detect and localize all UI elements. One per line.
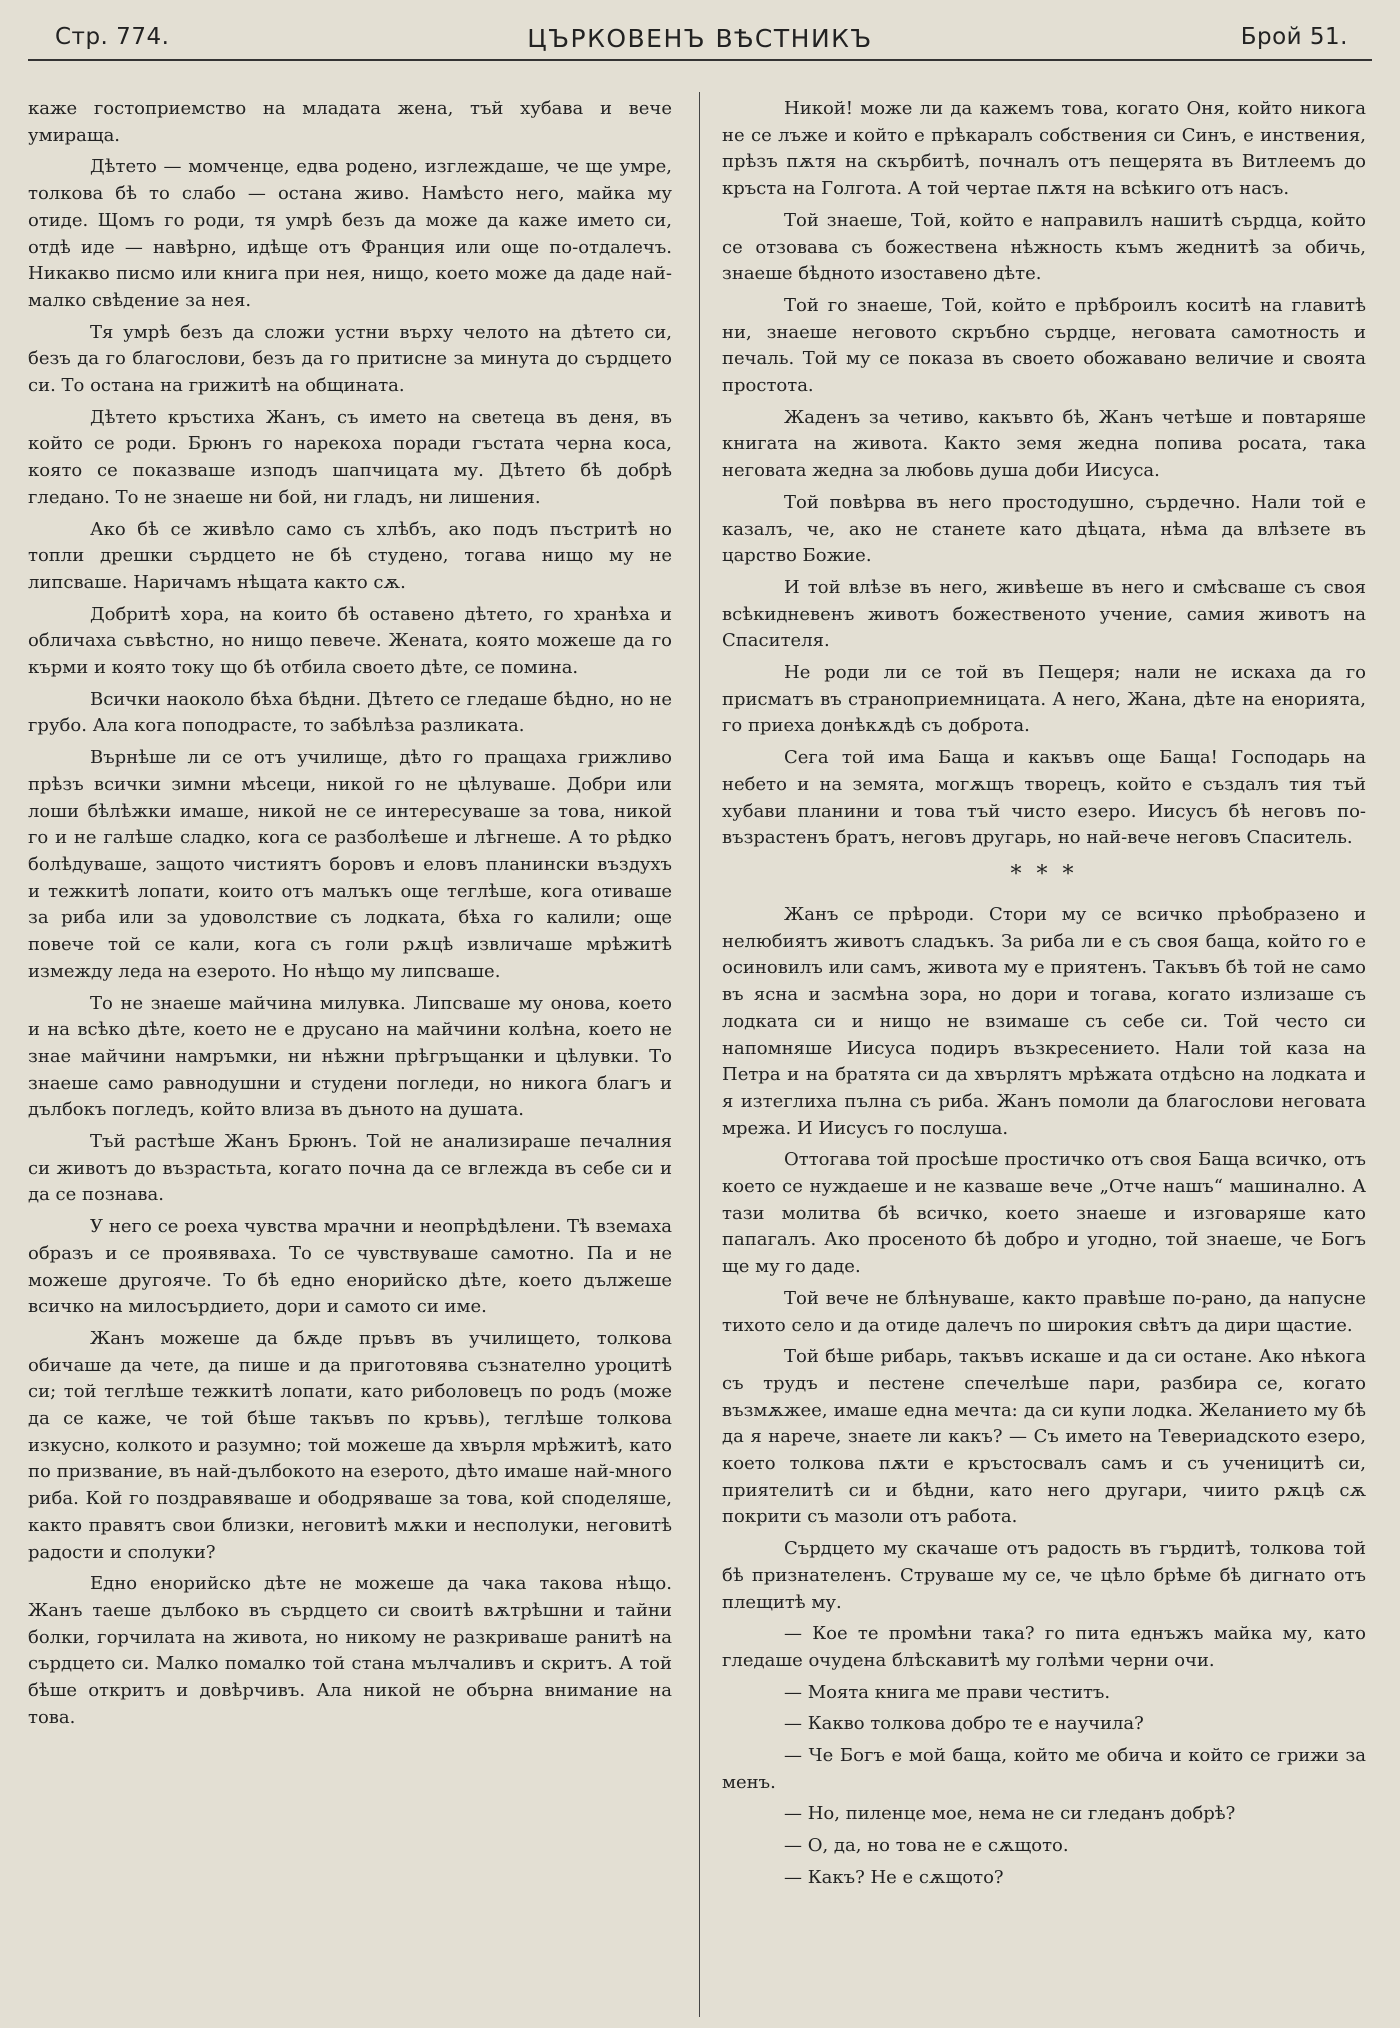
- paragraph: Тя умрѣ безъ да сложи устни върху челото на дѣтето си, безъ да го благослови, безъ да го притисне за минута до сърдцето си. То остана на грижитѣ на общината.: [28, 321, 672, 397]
- paragraph: Всички наоколо бѣха бѣдни. Дѣтето се гледаше бѣдно, но не грубо. Ала кога поподрасте, то забѣлѣза разликата.: [28, 688, 672, 737]
- header-rule: [28, 59, 1372, 61]
- page-header: [0, 0, 1400, 62]
- left-column: [28, 96, 672, 2016]
- paragraph: каже гостоприемство на младата жена, тъй хубава и вече умираща.: [28, 98, 672, 146]
- paragraph: Сега той има Баща и какъвъ още Баща! Господарь на небето и на земята, могѫщъ творецъ, който е създалъ тия тъй хубави планини и това тъй чисто езеро. Иисусъ бѣ неговъ по-възрастенъ братъ, неговъ другарь, но най-вече неговъ Спаситель.: [722, 747, 1366, 849]
- dialogue-line: — Но, пиленце мое, нема не си гледанъ добрѣ?: [784, 1803, 1236, 1825]
- paragraph: Добритѣ хора, на които бѣ оставено дѣтето, го хранѣха и обличаха съвѣстно, но нищо певече. Жената, която можеше да го кърми и която току що бѣ отбила своето дѣте, се помина.: [28, 603, 672, 679]
- paragraph: И той влѣзе въ него, живѣеше въ него и смѣсваше съ своя всѣкидневенъ животъ божественото учение, самия животъ на Спасителя.: [722, 576, 1366, 652]
- paragraph: Той вече не блѣнуваше, както правѣше по-рано, да напусне тихото село и да отиде далечъ по широкия свѣтъ да дири щастие.: [722, 1287, 1366, 1336]
- section-separator: * * *: [1010, 861, 1078, 887]
- dialogue-line: — Моята книга ме прави честитъ.: [784, 1681, 1111, 1703]
- issue-number: Брой 51.: [1240, 24, 1348, 50]
- paragraph: Сърдцето му скачаше отъ радость въ гърдитѣ, толкова той бѣ признателенъ. Струваше му се, че цѣло брѣме бѣ дигнато отъ плещитѣ му.: [722, 1538, 1366, 1613]
- paragraph: Дѣтето — момченце, едва родено, изглеждаше, че ще умре, толкова бѣ то слабо — остана живо. Намѣсто него, майка му отиде. Щомъ го роди, тя умрѣ безъ да може да каже името си, отдѣ иде — навѣрно, идѣще отъ Франция или още по-отдалечъ. Никакво писмо или книга при нея, нищо, което може да даде най-малко свѣдение за нея.: [28, 156, 672, 311]
- dialogue-line: — О, да, но това не е сѫщото.: [784, 1835, 1069, 1857]
- paragraph: Оттогава той просѣше простичко отъ своя Баща всичко, отъ което се нуждаеше и не казваше вече „Отче нашъ“ машинално. А тази молитва бѣ всичко, което знаеше и изговаряше като папагалъ. Ако просеното бѣ добро и угодно, той знаеше, че Богъ ще му го даде.: [722, 1149, 1366, 1278]
- paragraph: Той повѣрва въ него простодушно, сърдечно. Нали той е казалъ, че, ако не станете като дѣцата, нѣма да влѣзете въ царство Божие.: [722, 491, 1366, 567]
- dialogue-line: — Какъ? Не е сѫщото?: [784, 1866, 1004, 1888]
- paragraph: У него се роеха чувства мрачни и неопрѣдѣлени. Тѣ вземаха образъ и се проявяваха. То се чувствуваше самотно. Па и не можеше другояче. То бѣ едно енорийско дѣте, което дължеше всичко на милосърдието, дори и самото си име.: [28, 1216, 672, 1318]
- dialogue-line: — Кое те промѣни така? го пита еднъжъ майка му, като гледаше очудена блѣскавитѣ му голѣми черни очи.: [722, 1623, 1366, 1671]
- paragraph: Никой! може ли да кажемъ това, когато Оня, който никога не се лъже и който е прѣкаралъ собствения си Синъ, е инствения, прѣзъ пѫтя на скърбитѣ, почналъ отъ пещерята въ Витлеемъ до кръста на Голгота. А той чертае пѫтя на всѣкиго отъ насъ.: [722, 98, 1366, 200]
- newspaper-title: ЦЪРКОВЕНЪ ВѢСТНИКЪ: [527, 24, 873, 53]
- paragraph: Тъй растѣше Жанъ Брюнъ. Той не анализираше печалния си животъ до възрастьта, когато почна да се вглежда въ себе си и да се познава.: [28, 1131, 672, 1206]
- paragraph: Дѣтето кръстиха Жанъ, съ името на светеца въ деня, въ който се роди. Брюнъ го нарекоха поради гъстата черна коса, която се показваше изподъ шапчицата му. Дѣтето бѣ добрѣ гледано. То не знаеше ни бой, ни гладъ, ни лишения.: [28, 406, 672, 508]
- paragraph: То не знаеше майчина милувка. Липсваше му онова, което и на всѣко дѣте, което не е друсано на майчини колѣна, което не знае майчини намръмки, ни нѣжни прѣгръщанки и цѣлувки. То знаеше само равнодушни и студени погледи, но никога благъ и дълбокъ погледъ, който влиза въ дъното на душата.: [28, 992, 672, 1121]
- column-divider: [699, 92, 700, 2017]
- paragraph: Ако бѣ се живѣло само съ хлѣбъ, ако подъ пъстритѣ но топли дрешки сърдцето не бѣ студено, тогава нищо му не липсваше. Наричамъ нѣщата както сѫ.: [28, 518, 672, 593]
- paragraph: Жаденъ за четиво, какъвто бѣ, Жанъ четѣше и повтаряше книгата на живота. Както земя жедна попива росата, така неговата жедна за любовь душа доби Иисуса.: [722, 406, 1366, 482]
- right-column: [722, 96, 1366, 2016]
- paragraph: Жанъ можеше да бѫде пръвъ въ училището, толкова обичаше да чете, да пише и да приготовява съзнателно уроцитѣ си; той теглѣше тежкитѣ лопати, като риболовецъ по родъ (може да се каже, че той бѣше такъвъ по кръвь), теглѣше толкова изкусно, колкото и разумно; той можеше да хвърля мрѣжитѣ, като по призвание, въ най-дълбокото на езерото, дѣто имаше най-много риба. Кой го поздравяваше и ободряваше за това, кой споделяше, както правятъ свои близки, неговитѣ мѫки и несполуки, неговитѣ радости и сполуки?: [28, 1327, 672, 1563]
- paragraph: Върнѣше ли се отъ училище, дѣто го пращаха грижливо прѣзъ всички зимни мѣсеци, никой го не цѣлуваше. Добри или лоши бѣлѣжки имаше, никой не се интересуваше за това, никой го и не галѣше сладко, кога се разболѣеше и лѣгнеше. А то рѣдко болѣдуваше, защото чистиятъ боровъ и еловъ планински въздухъ и тежкитѣ лопати, които отъ малъкъ още теглѣше, кога отиваше за риба или за удоволствие съ лодката, бѣха го калили; още повече той се кали, кога съ голи рѫцѣ извличаше мрѣжитѣ измежду леда на езерото. Но нѣщо му липсваше.: [28, 747, 672, 982]
- paragraph: Едно енорийско дѣте не можеше да чака такова нѣщо. Жанъ таеше дълбоко въ сърдцето си своитѣ вѫтрѣшни и тайни болки, горчилата на живота, но никому не разкриваше ранитѣ на сърдцето си. Малко помалко той стана мълчаливъ и скритъ. А той бѣше откритъ и довѣрчивъ. Ала никой не обърна внимание на това.: [28, 1573, 672, 1728]
- paragraph: Той го знаеше, Той, който е прѣброилъ коситѣ на главитѣ ни, знаеше неговото скръбно сърдце, неговата самотность и печаль. Той му се показа въ своето обожавано величие и своята простота.: [722, 294, 1366, 397]
- paragraph: Жанъ се прѣроди. Стори му се всичко прѣобразено и нелюбиятъ животъ сладъкъ. За риба ли е съ своя баща, който го е осиновилъ или самъ, живота му е приятенъ. Такъвъ бѣ той не само въ ясна и засмѣна зора, но дори и тогава, когато излизаше съ лодката си и нищо не взимаше съ себе си. Той често си напомняше Иисуса подиръ възкресението. Нали той каза на Петра и на братята си да хвърлятъ мрѣжата отдѣсно на лодката и я изтеглиха пълна съ риба. Жанъ помоли да благослови неговата мрежа. И Иисусъ го послуша.: [722, 903, 1366, 1139]
- dialogue-line: — Че Богъ е мой баща, който ме обича и който се грижи за менъ.: [722, 1745, 1366, 1793]
- paragraph: Той бѣше рибарь, такъвъ искаше и да си остане. Ако нѣкога съ трудъ и пестене спечелѣше пари, разбира се, когато възмѫжее, имаше една мечта: да си купи лодка. Желанието му бѣ да я нарече, знаете ли какъ? — Съ името на Тевериадското езеро, което толкова пѫти е кръстосвалъ самъ и съ ученицитѣ си, приятелитѣ си и бѣдни, като него другари, чиито рѫцѣ сѫ покрити съ мазоли отъ работа.: [722, 1346, 1366, 1528]
- page-number: Стр. 774.: [55, 24, 170, 50]
- paragraph: Той знаеше, Той, който е направилъ нашитѣ сърдца, който се отзовава съ божествена нѣжность къмъ жеднитѣ за обичь, знаеше бѣдното изоставено дѣте.: [722, 209, 1366, 285]
- dialogue-line: — Какво толкова добро те е научила?: [784, 1713, 1144, 1735]
- paragraph: Не роди ли се той въ Пещеря; нали не искаха да го присматъ въ страноприемницата. А него, Жана, дѣте на енорията, го приеха донѣкѫдѣ съ доброта.: [722, 662, 1366, 737]
